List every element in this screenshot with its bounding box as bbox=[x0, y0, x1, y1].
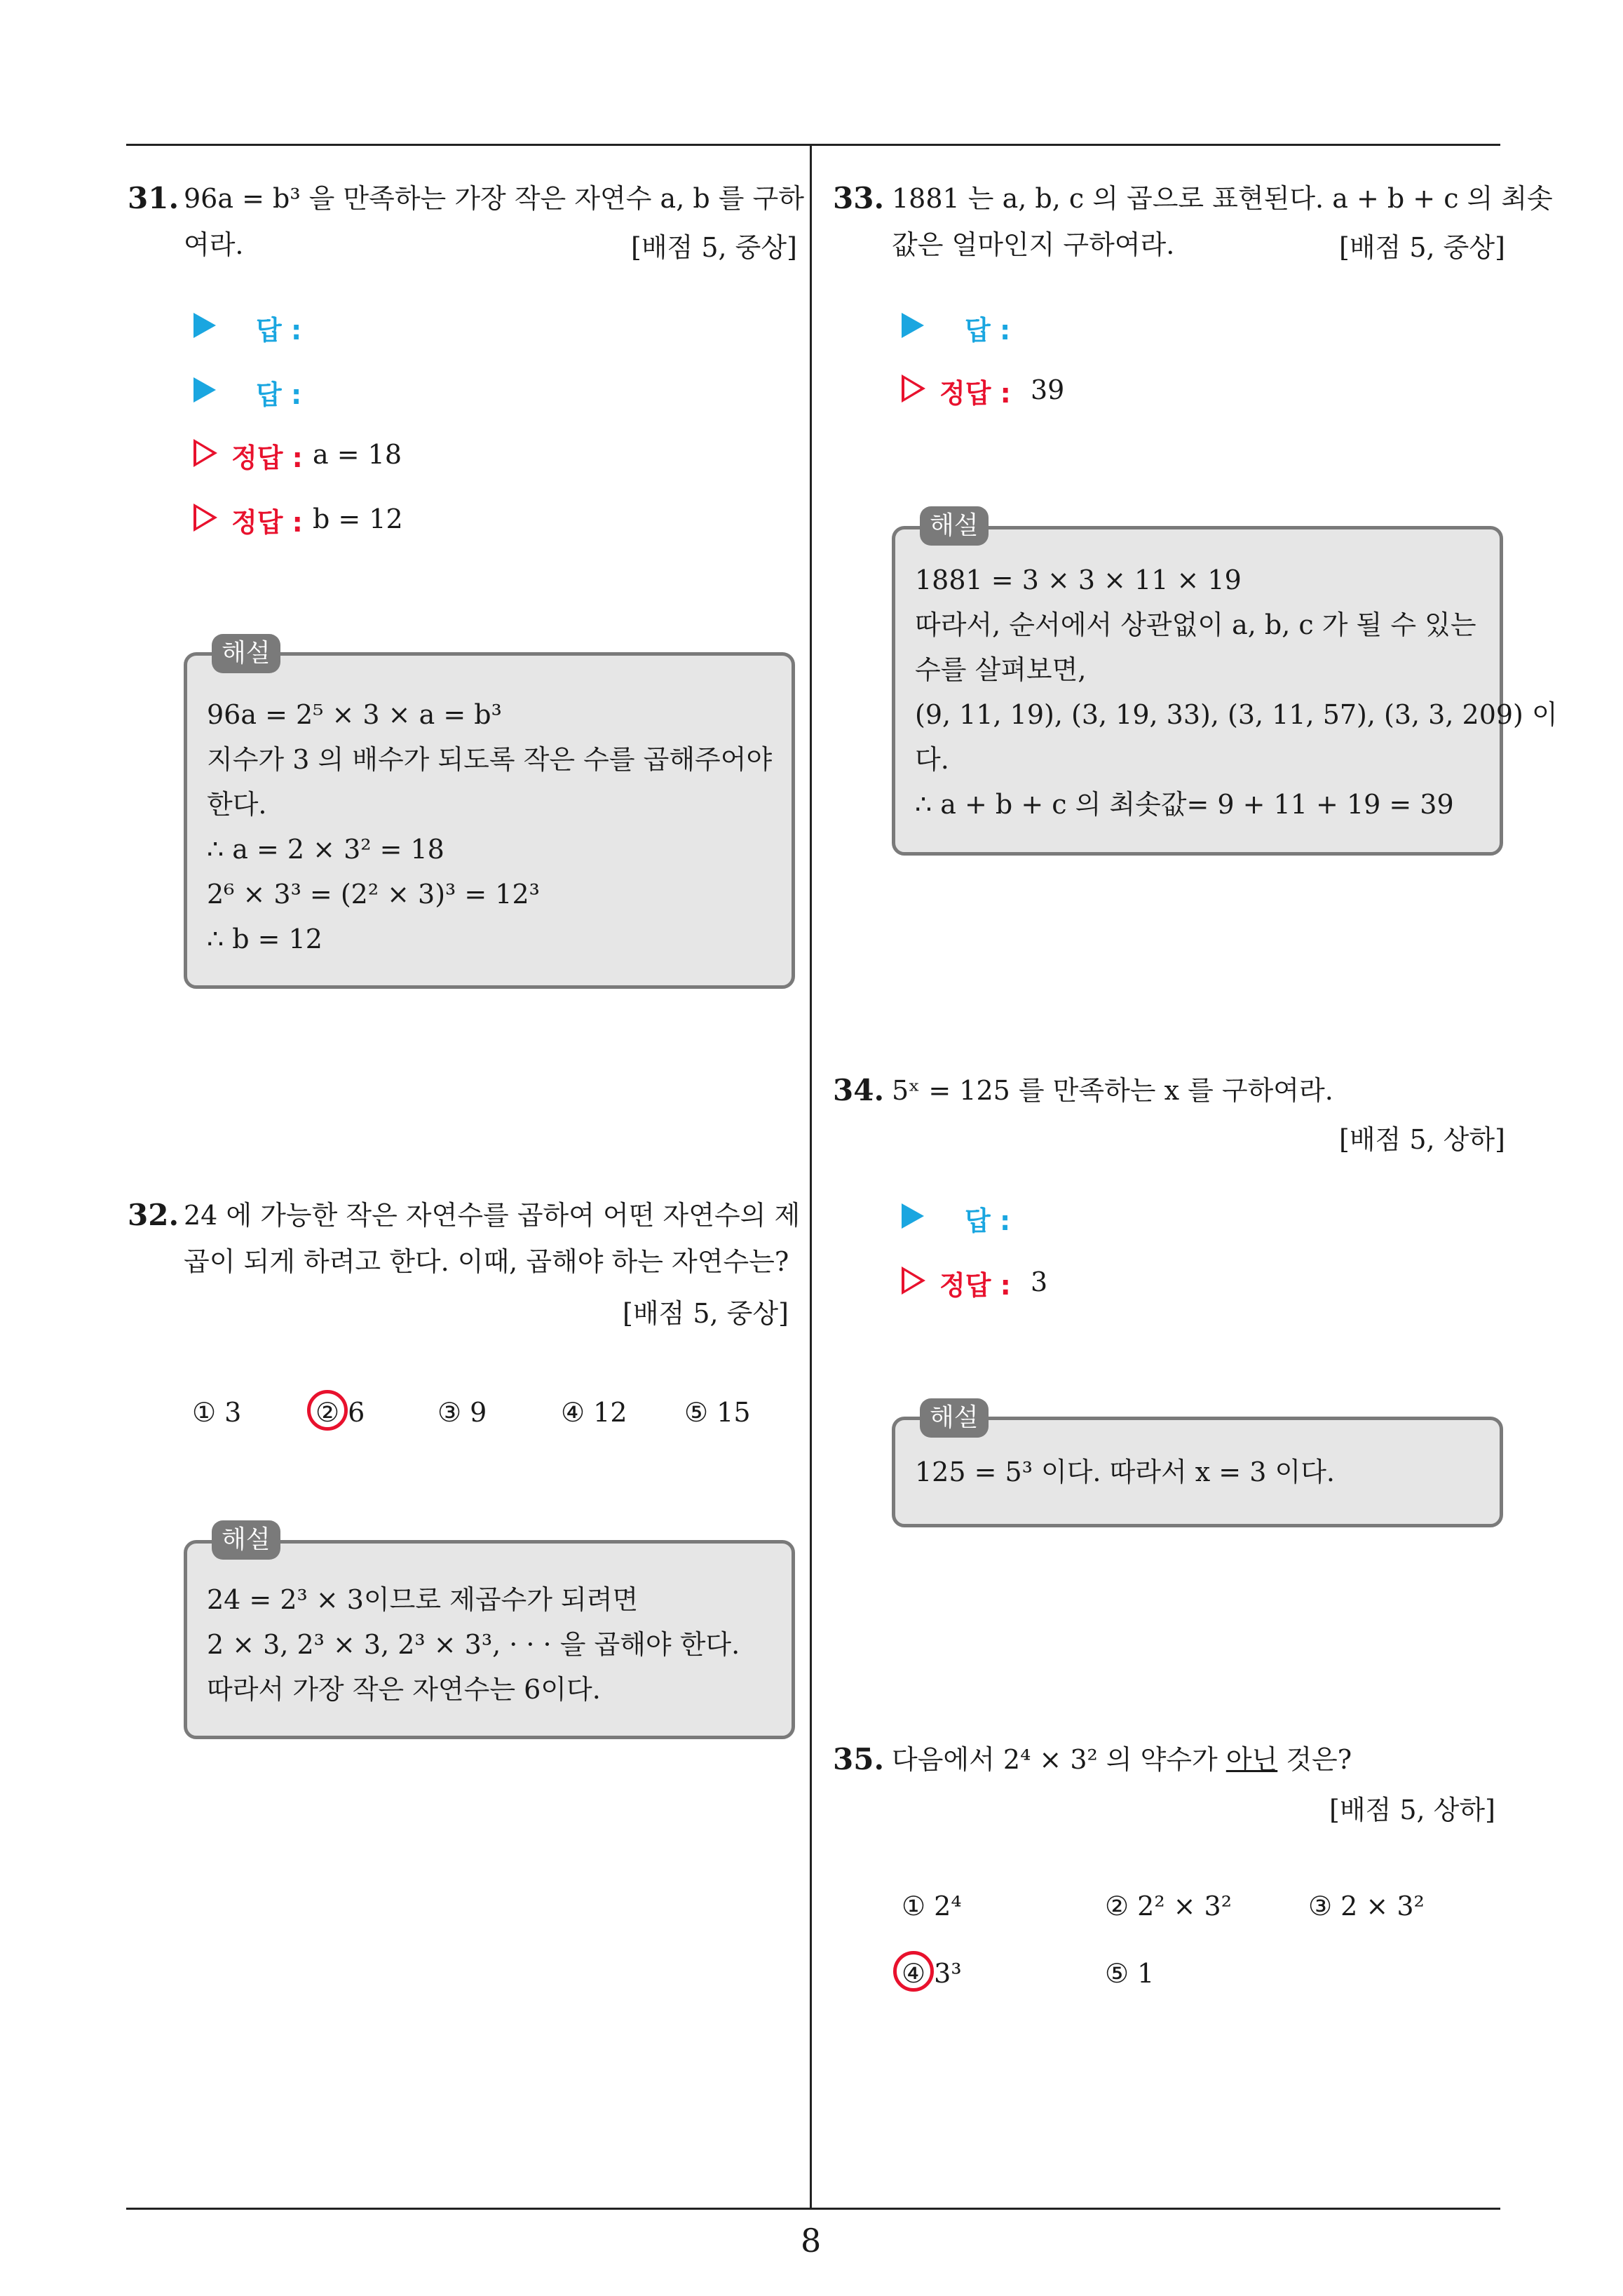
choice-3[interactable]: ③ 9 bbox=[437, 1397, 487, 1428]
question-line: 24 에 가능한 작은 자연수를 곱하여 어떤 자연수의 제 bbox=[184, 1200, 801, 1231]
correct-arrow-icon bbox=[902, 374, 925, 403]
correct-answer: 3 bbox=[1031, 1267, 1048, 1297]
top-rule bbox=[126, 144, 1500, 146]
score-meta: [배점 5, 중상] bbox=[623, 1298, 789, 1329]
solution-line: 125 = 5³ 이다. 따라서 x = 3 이다. bbox=[915, 1457, 1335, 1487]
question-line: 1881 는 a, b, c 의 곱으로 표현된다. a + b + c 의 최솟 bbox=[892, 183, 1553, 214]
question-number: 32. bbox=[128, 1198, 179, 1232]
solution-line: 지수가 3 의 배수가 되도록 작은 수를 곱해주어야 bbox=[207, 744, 773, 775]
solution-line: 96a = 2⁵ × 3 × a = b³ bbox=[207, 699, 502, 730]
correct-arrow-icon bbox=[193, 504, 217, 532]
choice-2[interactable]: ② 6 bbox=[315, 1397, 365, 1428]
question-line: 여라. bbox=[184, 229, 244, 260]
question-number: 34. bbox=[833, 1073, 885, 1107]
solution-line: 따라서 가장 작은 자연수는 6이다. bbox=[207, 1674, 601, 1705]
correct-label: 정답 : bbox=[231, 443, 303, 473]
answer-label: 답 : bbox=[965, 315, 1011, 346]
correct-label: 정답 : bbox=[939, 378, 1011, 409]
correct-arrow-icon bbox=[193, 439, 217, 467]
choice-4[interactable]: ④ 12 bbox=[561, 1397, 627, 1428]
answer-label: 답 : bbox=[256, 315, 302, 346]
solution-tab: 해설 bbox=[212, 634, 280, 673]
solution-line: 다. bbox=[915, 744, 949, 775]
solution-line: 24 = 2³ × 3이므로 제곱수가 되려면 bbox=[207, 1584, 639, 1615]
question-number: 33. bbox=[833, 181, 885, 215]
question-emphasis: 아닌 bbox=[1225, 1744, 1278, 1775]
answer-label: 답 : bbox=[256, 379, 302, 410]
choice-1[interactable]: ① 2⁴ bbox=[902, 1891, 962, 1922]
choice-4[interactable]: ④ 3³ bbox=[902, 1958, 962, 1989]
answer-arrow-icon bbox=[902, 313, 924, 338]
choice-3[interactable]: ③ 2 × 3² bbox=[1308, 1891, 1425, 1922]
answer-arrow-icon bbox=[193, 377, 216, 403]
correct-answer: b = 12 bbox=[313, 504, 403, 534]
answer-arrow-icon bbox=[902, 1203, 924, 1229]
question-number: 35. bbox=[833, 1742, 885, 1776]
solution-tab: 해설 bbox=[920, 506, 989, 546]
choice-5[interactable]: ⑤ 15 bbox=[684, 1397, 751, 1428]
selected-answer-circle bbox=[893, 1951, 934, 1992]
solution-line: ∴ a = 2 × 3² = 18 bbox=[207, 834, 444, 865]
solution-line: 2 × 3, 2³ × 3, 2³ × 3³, · · · 을 곱해야 한다. bbox=[207, 1629, 740, 1660]
solution-line: (9, 11, 19), (3, 19, 33), (3, 11, 57), (3, 3, 209) 이 bbox=[915, 699, 1558, 730]
solution-box bbox=[892, 526, 1558, 856]
question-line: 5ˣ = 125 를 만족하는 x 를 구하여라. bbox=[892, 1075, 1333, 1106]
page-number: 8 bbox=[801, 2222, 822, 2260]
question-text bbox=[184, 1192, 801, 1285]
question-line: 값은 얼마인지 구하여라. bbox=[892, 229, 1175, 260]
score-meta: [배점 5, 상하] bbox=[1329, 1795, 1495, 1825]
score-meta: [배점 5, 중상] bbox=[1339, 232, 1505, 263]
question-line: 것은? bbox=[1277, 1744, 1352, 1775]
solution-line: ∴ b = 12 bbox=[207, 924, 322, 954]
column-divider bbox=[810, 144, 812, 2209]
solution-line: 한다. bbox=[207, 789, 267, 820]
score-meta: [배점 5, 상하] bbox=[1339, 1124, 1505, 1155]
solution-line: 따라서, 순서에서 상관없이 a, b, c 가 될 수 있는 bbox=[915, 609, 1476, 640]
selected-answer-circle bbox=[307, 1390, 348, 1431]
solution-tab: 해설 bbox=[920, 1398, 989, 1438]
solution-line: 2⁶ × 3³ = (2² × 3)³ = 12³ bbox=[207, 879, 540, 910]
solution-box bbox=[184, 1540, 795, 1739]
question-line: 다음에서 2⁴ × 3² 의 약수가 bbox=[892, 1744, 1226, 1775]
answer-arrow-icon bbox=[193, 313, 216, 338]
question-text bbox=[892, 1067, 1509, 1114]
solution-box bbox=[184, 652, 795, 989]
solution-line: 1881 = 3 × 3 × 11 × 19 bbox=[915, 565, 1242, 595]
solution-line: ∴ a + b + c 의 최솟값= 9 + 11 + 19 = 39 bbox=[915, 789, 1454, 820]
bottom-rule bbox=[126, 2208, 1500, 2210]
correct-answer: a = 18 bbox=[313, 439, 402, 470]
solution-tab: 해설 bbox=[212, 1520, 280, 1560]
score-meta: [배점 5, 중상] bbox=[631, 232, 797, 263]
choice-1[interactable]: ① 3 bbox=[192, 1397, 242, 1428]
question-text bbox=[892, 1736, 1509, 1783]
solution-line: 수를 살펴보면, bbox=[915, 654, 1087, 685]
correct-label: 정답 : bbox=[939, 1270, 1011, 1301]
correct-answer: 39 bbox=[1031, 374, 1065, 405]
correct-arrow-icon bbox=[902, 1267, 925, 1295]
answer-label: 답 : bbox=[965, 1206, 1011, 1236]
correct-label: 정답 : bbox=[231, 507, 303, 538]
question-line: 96a = b³ 을 만족하는 가장 작은 자연수 a, b 를 구하 bbox=[184, 183, 804, 214]
choice-2[interactable]: ② 2² × 3² bbox=[1105, 1891, 1232, 1922]
choice-5[interactable]: ⑤ 1 bbox=[1105, 1958, 1155, 1989]
question-line: 곱이 되게 하려고 한다. 이때, 곱해야 하는 자연수는? bbox=[184, 1246, 789, 1277]
question-number: 31. bbox=[128, 181, 179, 215]
